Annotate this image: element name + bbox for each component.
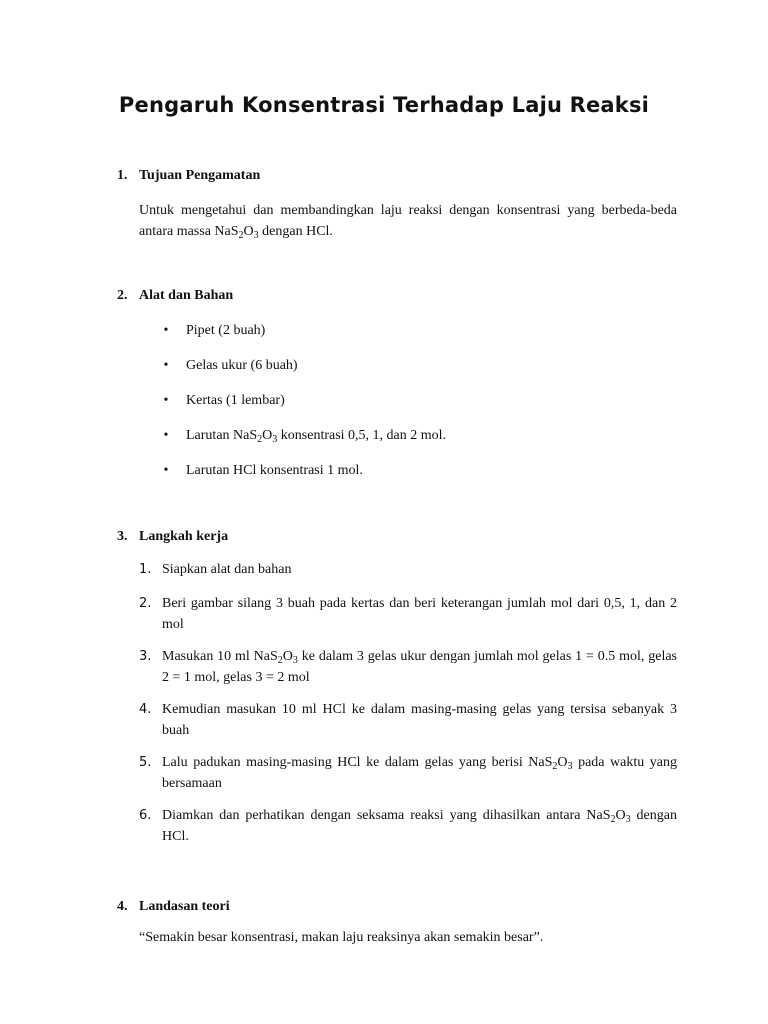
list-item: 3. Masukan 10 ml $NaS_2O_3$ ke dalam 3 gelas ukur dengan jumlah mol gelas 1 = 0.5 mol, gelas 2 = 1 mol, gelas 3 = 2 mol — [139, 646, 677, 688]
section-number: 1. — [117, 168, 128, 183]
bullet-icon: • — [163, 428, 169, 443]
section-number: 2. — [117, 288, 128, 303]
steps-list — [139, 559, 677, 847]
list-item: • Larutan $NaS_2O_3$ konsentrasi 0,5, 1, dan 2 mol. — [161, 425, 677, 446]
page-title: Pengaruh Konsentrasi Terhadap Laju Reaksi — [118, 93, 650, 117]
section-number: 4. — [117, 899, 128, 914]
bullet-icon: • — [163, 358, 169, 373]
section-heading — [117, 526, 677, 547]
list-item: • Larutan HCl konsentrasi 1 mol. — [161, 460, 677, 481]
section-number: 3. — [117, 529, 128, 544]
section-heading — [117, 896, 677, 917]
section-heading — [117, 165, 677, 186]
section-heading — [117, 285, 677, 306]
step-number: 4. — [139, 702, 152, 717]
step-number: 5. — [139, 755, 152, 770]
section-tujuan — [117, 165, 677, 242]
list-item: 4. Kemudian masukan 10 ml HCl ke dalam masing-masing gelas yang tersisa sebanyak 3 buah — [139, 699, 677, 741]
list-item: • Pipet (2 buah) — [161, 320, 677, 341]
section-alat-bahan — [117, 285, 677, 481]
materials-list — [161, 320, 677, 481]
list-item: 1. Siapkan alat dan bahan — [139, 559, 677, 580]
list-item: 6. Diamkan dan perhatikan dengan seksama reaksi yang dihasilkan antara $NaS_2O_3$ dengan HCl. — [139, 805, 677, 847]
section-title: Alat dan Bahan — [139, 288, 234, 303]
section-landasan-teori — [117, 896, 677, 948]
list-item: 5. Lalu padukan masing-masing HCl ke dalam gelas yang berisi $NaS_2O_3$ pada waktu yang bersamaan — [139, 752, 677, 794]
list-item: 2. Beri gambar silang 3 buah pada kertas dan beri keterangan jumlah mol dari 0,5, 1, dan 2 mol — [139, 593, 677, 635]
theory-quote: “Semakin besar konsentrasi, makan laju reaksinya akan semakin besar”. — [139, 930, 544, 945]
list-item: • Kertas (1 lembar) — [161, 390, 677, 411]
section-langkah-kerja — [117, 526, 677, 847]
section-title: Langkah kerja — [139, 529, 229, 544]
step-number: 6. — [139, 808, 152, 823]
step-number: 2. — [139, 596, 152, 611]
step-number: 1. — [139, 562, 152, 577]
section-title: Landasan teori — [139, 899, 230, 914]
list-item: • Gelas ukur (6 buah) — [161, 355, 677, 376]
section-title: Tujuan Pengamatan — [139, 168, 261, 183]
bullet-icon: • — [163, 463, 169, 478]
bullet-icon: • — [163, 323, 169, 338]
bullet-icon: • — [163, 393, 169, 408]
step-number: 3. — [139, 649, 152, 664]
objective-paragraph: Untuk mengetahui dan membandingkan laju reaksi dengan konsentrasi yang berbeda-beda antara massa $NaS_2O_3$ dengan HCl. — [139, 203, 677, 241]
